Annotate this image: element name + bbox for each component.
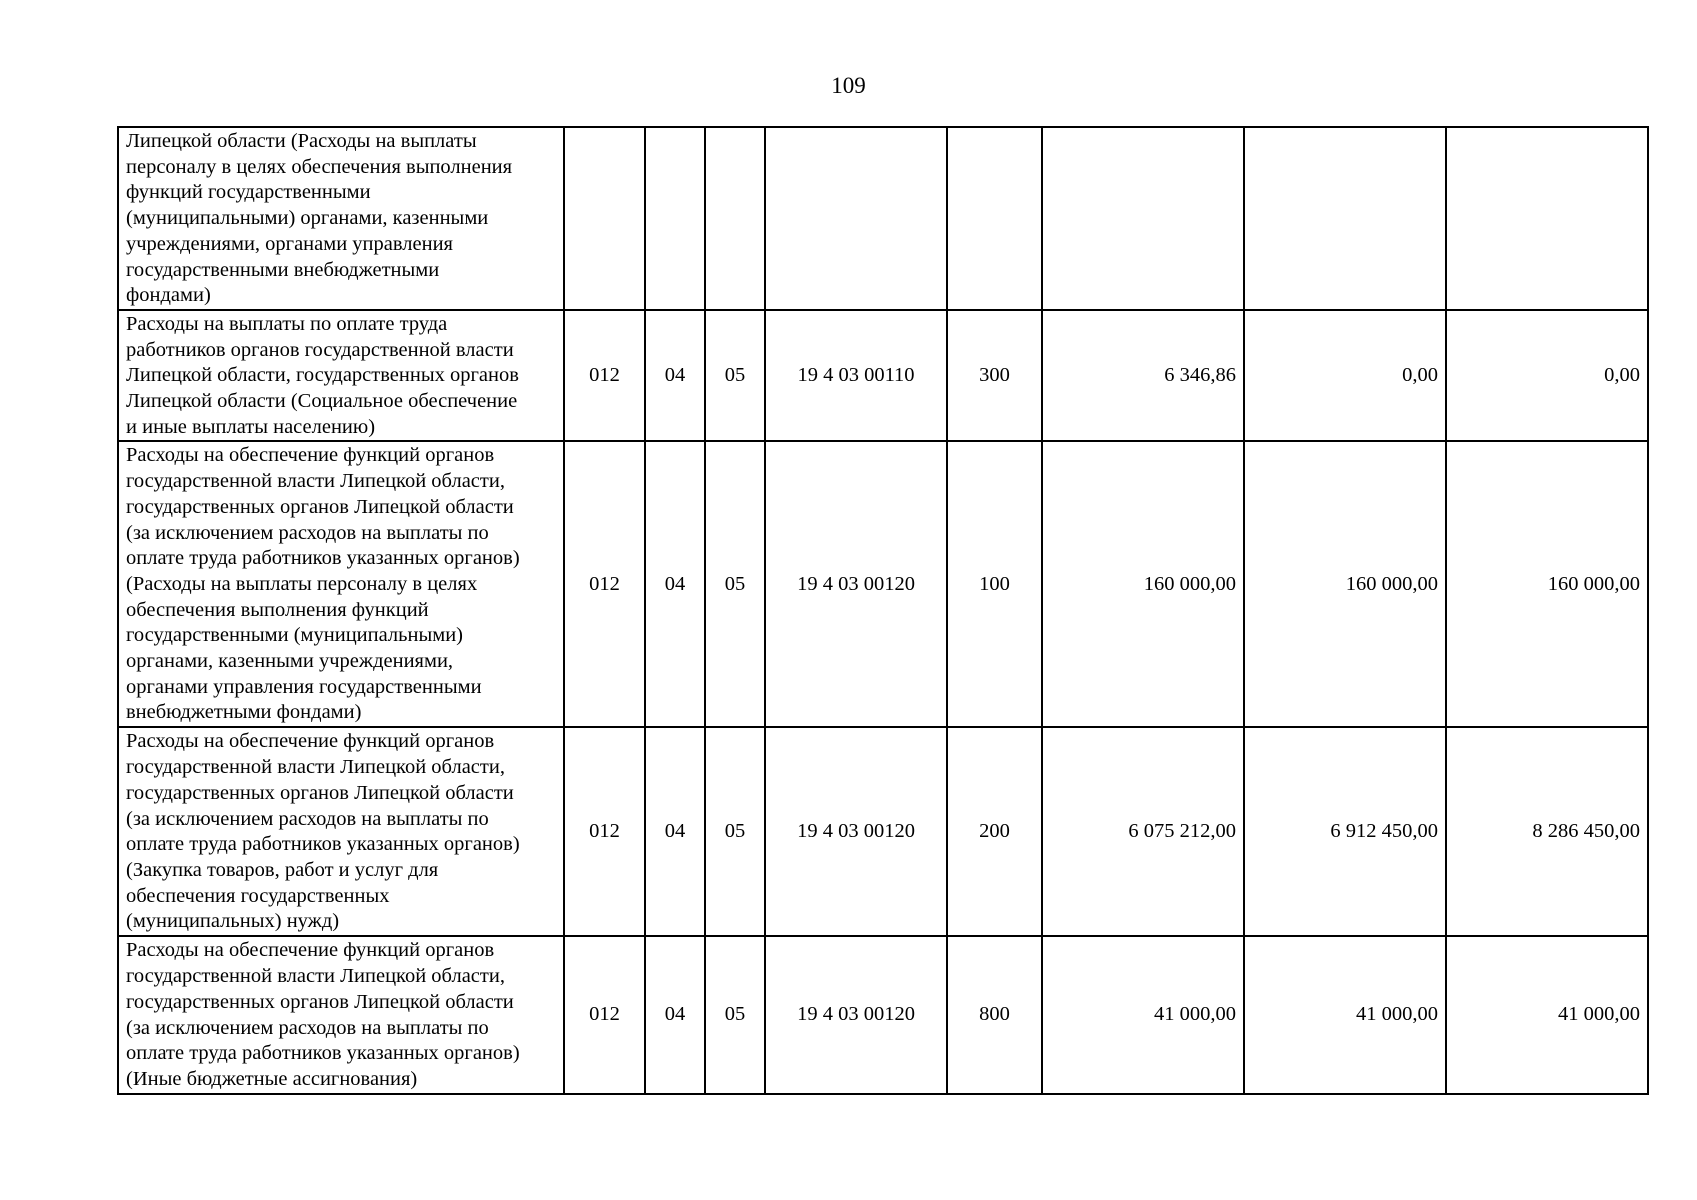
description-line: органами управления государственными — [126, 675, 482, 698]
amount-year-3-cell: 160 000,00 — [1446, 441, 1648, 727]
target-article-cell: 19 4 03 00120 — [765, 936, 947, 1093]
section-code-cell: 04 — [645, 441, 705, 727]
admin-code-cell: 012 — [564, 310, 645, 442]
section-code-cell: 04 — [645, 727, 705, 936]
admin-code-cell: 012 — [564, 727, 645, 936]
description-line: (за исключением расходов на выплаты по — [126, 521, 489, 544]
subsection-code-cell: 05 — [705, 936, 765, 1093]
amount-year-3-cell: 8 286 450,00 — [1446, 727, 1648, 936]
description-line: государственной власти Липецкой области, — [126, 470, 505, 493]
amount-year-1-cell — [1042, 127, 1244, 310]
description-line: функций государственными — [126, 181, 371, 204]
description-line: государственных органов Липецкой области — [126, 990, 514, 1013]
description-line: (за исключением расходов на выплаты по — [126, 1016, 489, 1039]
description-line: обеспечения государственных — [126, 884, 390, 907]
section-code-cell: 04 — [645, 310, 705, 442]
amount-year-3-cell — [1446, 127, 1648, 310]
description-line: Расходы на обеспечение функций органов — [126, 939, 495, 962]
description-cell — [118, 441, 564, 727]
amount-year-1-cell: 6 075 212,00 — [1042, 727, 1244, 936]
description-line: (Расходы на выплаты персоналу в целях — [126, 572, 478, 595]
description-line: государственной власти Липецкой области, — [126, 965, 505, 988]
description-line: Липецкой области (Социальное обеспечение — [126, 390, 518, 413]
table-row — [118, 936, 1648, 1093]
description-cell — [118, 127, 564, 310]
budget-table — [117, 126, 1649, 1095]
description-line: государственных органов Липецкой области — [126, 781, 514, 804]
description-line: учреждениями, органами управления — [126, 232, 453, 255]
target-article-cell — [765, 127, 947, 310]
description-line: Расходы на обеспечение функций органов — [126, 444, 495, 467]
description-cell — [118, 727, 564, 936]
amount-year-1-cell: 160 000,00 — [1042, 441, 1244, 727]
description-line: государственными (муниципальными) — [126, 624, 463, 647]
description-line: фондами) — [126, 284, 211, 307]
admin-code-cell: 012 — [564, 936, 645, 1093]
description-line: государственных органов Липецкой области — [126, 495, 514, 518]
amount-year-2-cell: 160 000,00 — [1244, 441, 1446, 727]
amount-year-2-cell: 41 000,00 — [1244, 936, 1446, 1093]
description-line: работников органов государственной власти — [126, 338, 514, 361]
description-line: (Иные бюджетные ассигнования) — [126, 1067, 418, 1090]
amount-year-3-cell: 41 000,00 — [1446, 936, 1648, 1093]
expense-type-cell: 300 — [947, 310, 1042, 442]
subsection-code-cell: 05 — [705, 727, 765, 936]
description-line: оплате труда работников указанных органов) — [126, 833, 520, 856]
description-cell — [118, 310, 564, 442]
description-line: персоналу в целях обеспечения выполнения — [126, 155, 513, 178]
table-row — [118, 310, 1648, 442]
expense-type-cell: 100 — [947, 441, 1042, 727]
amount-year-3-cell: 0,00 — [1446, 310, 1648, 442]
description-line: оплате труда работников указанных органов) — [126, 547, 520, 570]
description-line: (Закупка товаров, работ и услуг для — [126, 858, 439, 881]
amount-year-1-cell: 41 000,00 — [1042, 936, 1244, 1093]
amount-year-2-cell: 6 912 450,00 — [1244, 727, 1446, 936]
admin-code-cell: 012 — [564, 441, 645, 727]
table-row — [118, 441, 1648, 727]
section-code-cell — [645, 127, 705, 310]
description-line: Расходы на выплаты по оплате труда — [126, 312, 448, 335]
description-line: и иные выплаты населению) — [126, 415, 376, 438]
description-line: (за исключением расходов на выплаты по — [126, 807, 489, 830]
table-row — [118, 127, 1648, 310]
amount-year-2-cell — [1244, 127, 1446, 310]
subsection-code-cell: 05 — [705, 310, 765, 442]
target-article-cell: 19 4 03 00110 — [765, 310, 947, 442]
description-line: Расходы на обеспечение функций органов — [126, 730, 495, 753]
subsection-code-cell: 05 — [705, 441, 765, 727]
target-article-cell: 19 4 03 00120 — [765, 441, 947, 727]
description-line: обеспечения выполнения функций — [126, 598, 429, 621]
section-code-cell: 04 — [645, 936, 705, 1093]
description-line: оплате труда работников указанных органов) — [126, 1042, 520, 1065]
page-number: 109 — [831, 73, 866, 98]
description-line: государственными внебюджетными — [126, 258, 440, 281]
description-cell — [118, 936, 564, 1093]
description-line: (муниципальными) органами, казенными — [126, 207, 489, 230]
description-line: Липецкой области (Расходы на выплаты — [126, 130, 477, 152]
amount-year-2-cell: 0,00 — [1244, 310, 1446, 442]
admin-code-cell — [564, 127, 645, 310]
description-line: государственной власти Липецкой области, — [126, 756, 505, 779]
description-line: органами, казенными учреждениями, — [126, 650, 454, 673]
expense-type-cell — [947, 127, 1042, 310]
budget-table-body — [118, 127, 1648, 1094]
description-line: (муниципальных) нужд) — [126, 910, 340, 933]
expense-type-cell: 200 — [947, 727, 1042, 936]
amount-year-1-cell: 6 346,86 — [1042, 310, 1244, 442]
table-row — [118, 727, 1648, 936]
target-article-cell: 19 4 03 00120 — [765, 727, 947, 936]
description-line: Липецкой области, государственных органов — [126, 364, 519, 387]
expense-type-cell: 800 — [947, 936, 1042, 1093]
description-line: внебюджетными фондами) — [126, 701, 362, 724]
subsection-code-cell — [705, 127, 765, 310]
